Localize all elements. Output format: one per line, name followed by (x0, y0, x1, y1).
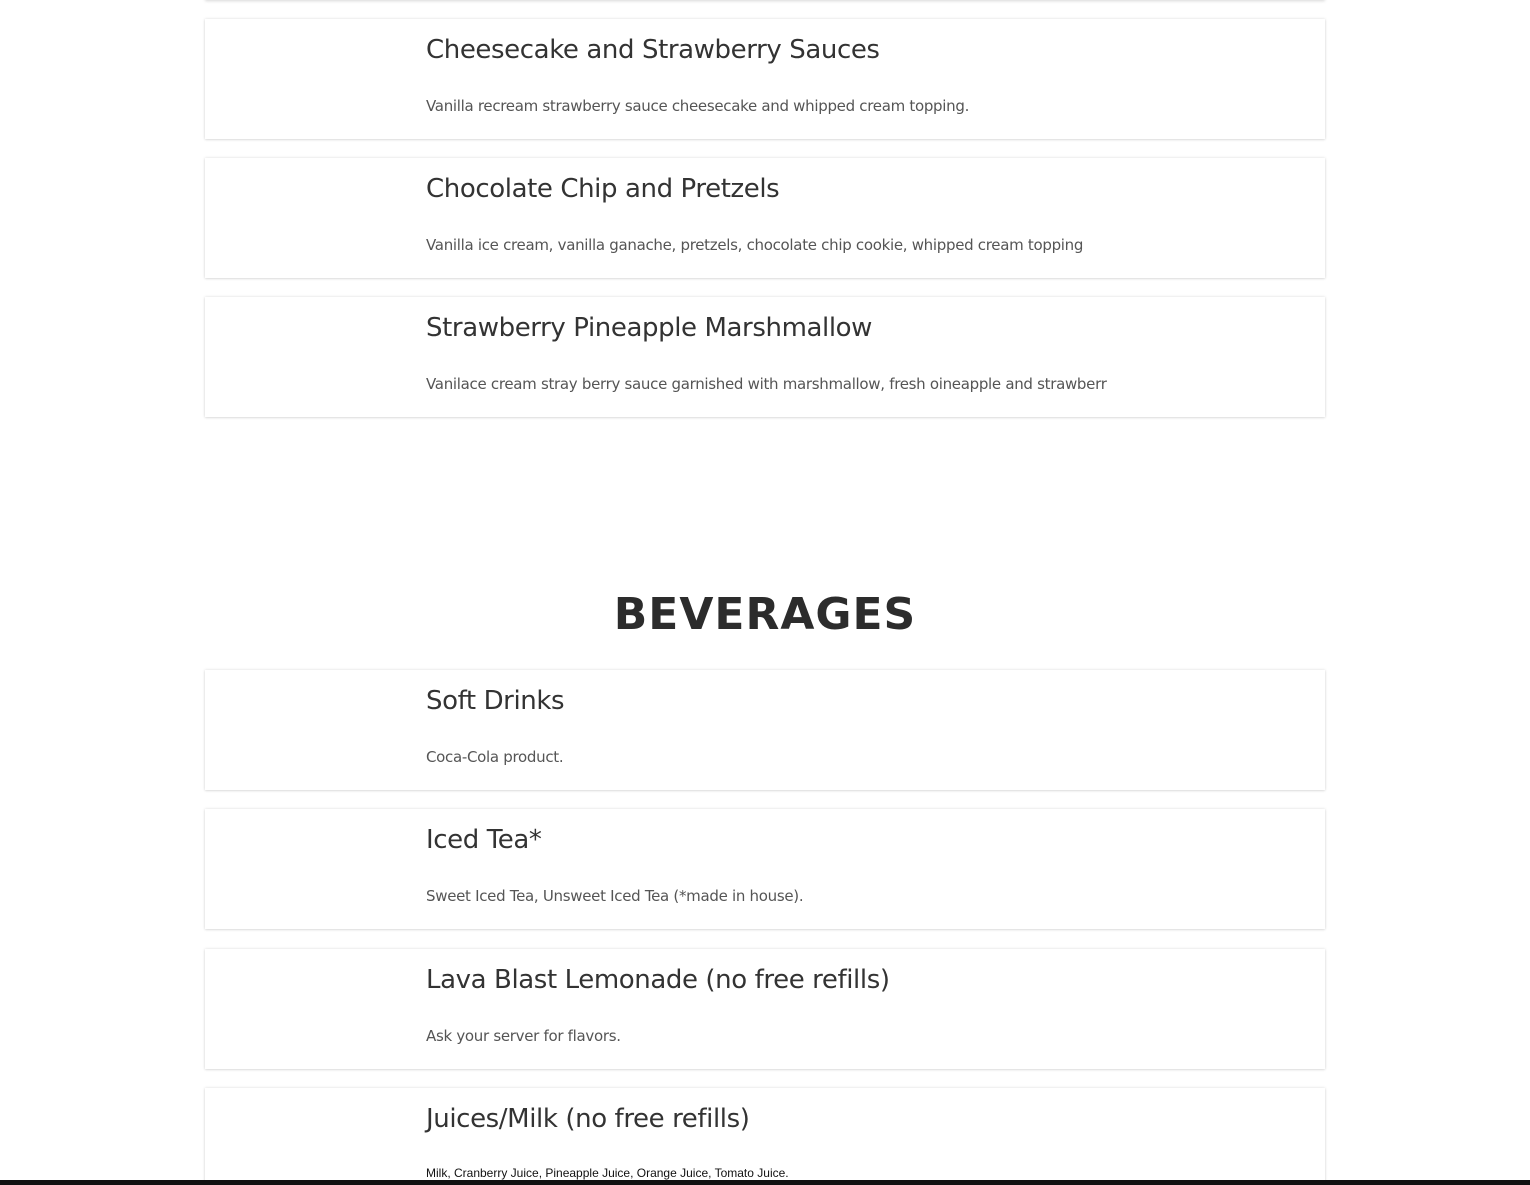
menu-item-card (205, 949, 1325, 1069)
menu-item-title: Soft Drinks (426, 686, 565, 716)
menu-item-card (205, 19, 1325, 139)
menu-item-title: Cheesecake and Strawberry Sauces (426, 35, 880, 65)
menu-item-image (205, 1088, 405, 1185)
menu-item-description: Milk, Cranberry Juice, Pineapple Juice, Orange Juice, Tomato Juice. (426, 1166, 789, 1180)
menu-item-image (205, 19, 405, 139)
menu-item-description: Ask your server for flavors. (426, 1027, 621, 1045)
menu-item-image (205, 297, 405, 417)
menu-item-title: Juices/Milk (no free refills) (426, 1104, 750, 1134)
menu-item-card (205, 670, 1325, 790)
menu-item-image (205, 158, 405, 278)
menu-item-title: Iced Tea* (426, 825, 542, 855)
menu-item-image (205, 949, 405, 1069)
menu-item-title: Chocolate Chip and Pretzels (426, 174, 780, 204)
menu-item-image (205, 670, 405, 790)
bottom-bar (0, 1180, 1530, 1185)
menu-item-description: Coca-Cola product. (426, 748, 564, 766)
menu-item-description: Vanilla recream strawberry sauce cheesecake and whipped cream topping. (426, 97, 970, 115)
menu-item-description: Sweet Iced Tea, Unsweet Iced Tea (*made in house). (426, 887, 804, 905)
menu-item-card (205, 297, 1325, 417)
menu-item-description: Vanilla ice cream, vanilla ganache, pretzels, chocolate chip cookie, whipped cream topping (426, 236, 1084, 254)
menu-item-title: Strawberry Pineapple Marshmallow (426, 313, 873, 343)
menu-item-description: Vanilace cream stray berry sauce garnished with marshmallow, fresh oineapple and strawberr (426, 375, 1107, 393)
menu-item-image (205, 809, 405, 929)
menu-item-title: Lava Blast Lemonade (no free refills) (426, 965, 890, 995)
menu-item-card (205, 809, 1325, 929)
menu-item-card (205, 1088, 1325, 1185)
menu-item-card (205, 158, 1325, 278)
section-heading-beverages: BEVERAGES (613, 589, 917, 640)
